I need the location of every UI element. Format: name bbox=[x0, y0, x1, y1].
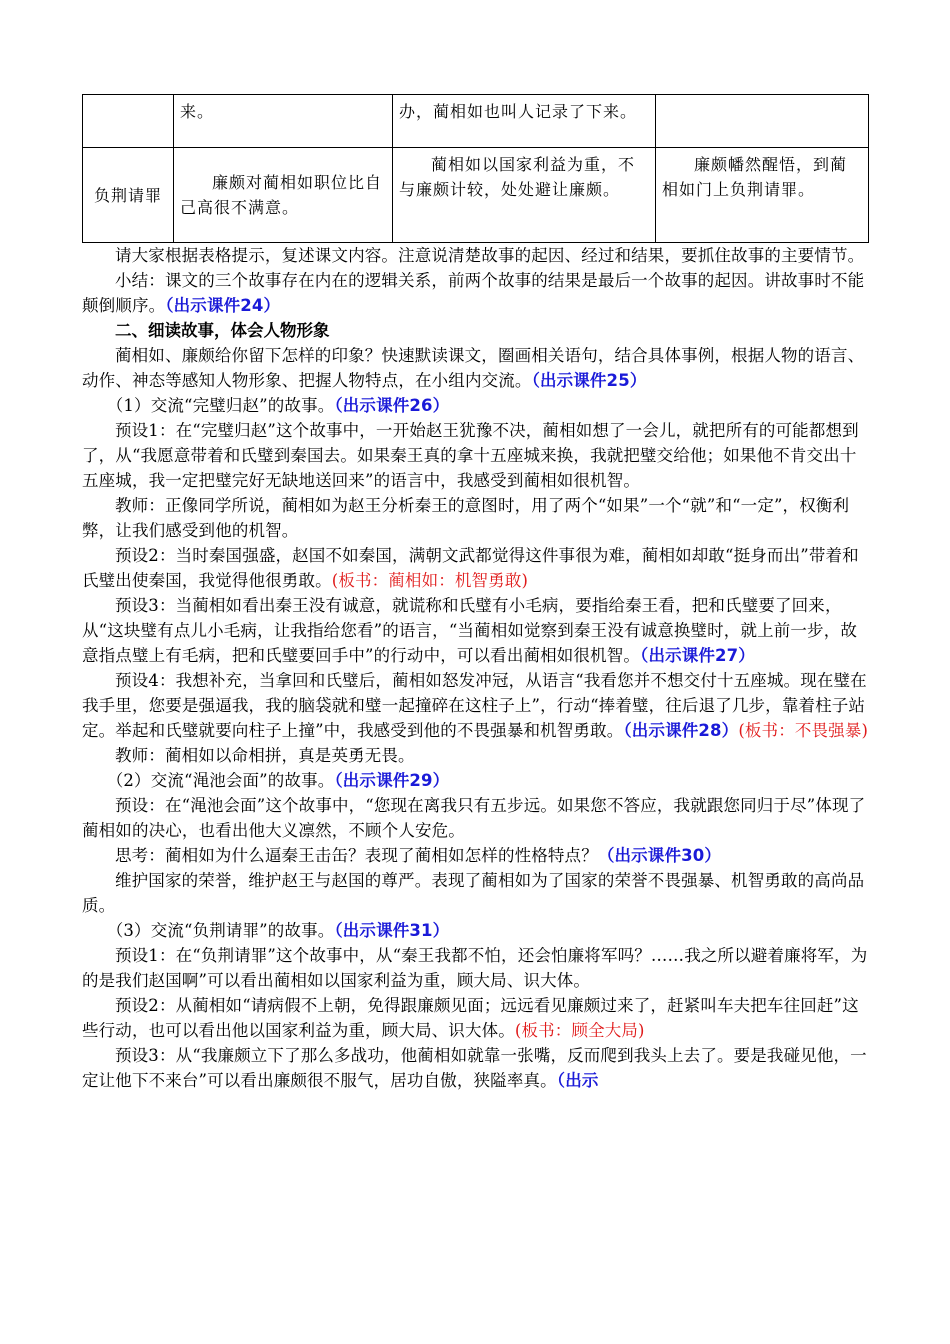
sub1-text: （1）交流“完璧归赵”的故事。 bbox=[106, 396, 335, 415]
section-heading: 二、细读故事，体会人物形象 bbox=[115, 321, 330, 340]
yushe7-text: 预设2：从蔺相如“请病假不上朝，免得跟廉颇见面；远远看见廉颇过来了，赶紧叫车夫把车往回赶”这些行动，也可以看出他以国家利益为重，顾大局、识大体。 bbox=[82, 996, 859, 1040]
paragraph-yushe-3 bbox=[82, 593, 872, 668]
courseware-ref: （出示课件27） bbox=[640, 646, 755, 665]
paragraph-yushe-5: 预设：在“渑池会面”这个故事中，“您现在离我只有五步远。如果您不答应，我就跟您同归于尽”体现了蔺相如的决心，也看出他大义凛然，不顾个人安危。 bbox=[82, 796, 866, 840]
subheading-1 bbox=[82, 393, 872, 418]
table-cell-label bbox=[83, 95, 174, 148]
courseware-ref: （出示课件24） bbox=[165, 296, 281, 315]
courseware-ref: （出示课件31） bbox=[334, 921, 450, 940]
table-cell-result: 廉颇幡然醒悟，到蔺相如门上负荆请罪。 bbox=[656, 148, 869, 243]
paragraph-yushe-2 bbox=[82, 543, 872, 593]
sub2-text: （2）交流“渑池会面”的故事。 bbox=[106, 771, 335, 790]
table-row bbox=[83, 95, 869, 148]
paragraph-impression bbox=[82, 343, 872, 393]
paragraph-yushe-7 bbox=[82, 993, 872, 1043]
courseware-ref: （出示课件25） bbox=[531, 371, 647, 390]
table-cell-label: 负荆请罪 bbox=[83, 148, 174, 243]
table-cell-process: 办，蔺相如也叫人记录了下来。 bbox=[393, 95, 656, 148]
paragraph-yushe-6: 预设1：在“负荆请罪”这个故事中，从“秦王我都不怕，还会怕廉将军吗？……我之所以避着廉将军，为的是我们赵国啊”可以看出蔺相如以国家利益为重，顾大局、识大体。 bbox=[82, 946, 868, 990]
think-text: 思考：蔺相如为什么逼秦王击缶？表现了蔺相如怎样的性格特点？ bbox=[115, 846, 598, 865]
courseware-ref: （出示课件29） bbox=[334, 771, 450, 790]
document-page bbox=[82, 94, 872, 1093]
subheading-2 bbox=[82, 768, 872, 793]
subheading-3 bbox=[82, 918, 872, 943]
courseware-ref: （出示课件30） bbox=[597, 846, 722, 865]
board-note: (板书：不畏强暴) bbox=[738, 721, 869, 740]
sub3-text: （3）交流“负荆请罪”的故事。 bbox=[106, 921, 335, 940]
paragraph-teacher-2: 教师：蔺相如以命相拼，真是英勇无畏。 bbox=[115, 746, 415, 765]
summary-text: 小结：课文的三个故事存在内在的逻辑关系，前两个故事的结果是最后一个故事的起因。讲故事时不能颠倒顺序。 bbox=[82, 271, 865, 315]
courseware-ref: （出示课件28） bbox=[623, 721, 739, 740]
table-cell-cause: 来。 bbox=[174, 95, 393, 148]
paragraph-yushe-1: 预设1：在“完璧归赵”这个故事中，一开始赵王犹豫不决，蔺相如想了一会儿，就把所有的可能都想到了，从“我愿意带着和氏璧到秦国去。如果秦王真的拿十五座城来换，我就把璧交给他；如果他不肯交出十五座城，我一定把璧完好无缺地送回来”的语言中，我感受到蔺相如很机智。 bbox=[82, 421, 859, 490]
yushe2-text: 预设2：当时秦国强盛，赵国不如秦国，满朝文武都觉得这件事很为难，蔺相如却敢“挺身而出”带着和氏璧出使秦国，我觉得他很勇敢。 bbox=[82, 546, 859, 590]
table-cell-process: 蔺相如以国家利益为重，不与廉颇计较，处处避让廉颇。 bbox=[393, 148, 656, 243]
lesson-body bbox=[82, 243, 872, 1093]
paragraph-summary bbox=[82, 268, 872, 318]
paragraph-retell: 请大家根据表格提示，复述课文内容。注意说清楚故事的起因、经过和结果，要抓住故事的主要情节。 bbox=[115, 246, 865, 265]
table-row bbox=[83, 148, 869, 243]
impression-text: 蔺相如、廉颇给你留下怎样的印象？快速默读课文，圈画相关语句，结合具体事例，根据人物的语言、动作、神态等感知人物形象、把握人物特点，在小组内交流。 bbox=[82, 346, 865, 390]
courseware-ref: （出示课件26） bbox=[334, 396, 450, 415]
table-cell-cause: 廉颇对蔺相如职位比自己高很不满意。 bbox=[174, 148, 393, 243]
yushe8-text: 预设3：从“我廉颇立下了那么多战功，他蔺相如就靠一张嘴，反而爬到我头上去了。要是我碰见他，一定让他下不来台”可以看出廉颇很不服气，居功自傲，狭隘率真。 bbox=[82, 1046, 867, 1090]
board-note: (板书：蔺相如：机智勇敢) bbox=[331, 571, 529, 590]
paragraph-yushe-4 bbox=[82, 668, 872, 743]
paragraph-yushe-8 bbox=[82, 1043, 872, 1093]
table-cell-result bbox=[656, 95, 869, 148]
yushe4-text: 预设4：我想补充，当拿回和氏璧后，蔺相如怒发冲冠，从语言“我看您并不想交付十五座城。现在璧在我手里，您要是强逼我，我的脑袋就和璧一起撞碎在这柱子上”，行动“捧着璧，往后退了几步，靠着柱子站定。举起和氏璧就要向柱子上撞”中，我感受到他的不畏强暴和机智勇敢。 bbox=[82, 671, 867, 740]
paragraph-think bbox=[82, 843, 872, 868]
paragraph-answer: 维护国家的荣誉，维护赵王与赵国的尊严。表现了蔺相如为了国家的荣誉不畏强暴、机智勇敢的高尚品质。 bbox=[82, 871, 865, 915]
yushe3-text: 预设3：当蔺相如看出秦王没有诚意，就谎称和氏璧有小毛病，要指给秦王看，把和氏璧要了回来，从“这块璧有点儿小毛病，让我指给您看”的语言，“当蔺相如觉察到秦王没有诚意换璧时，就上前一步，故意指点璧上有毛病，把和氏璧要回手中”的行动中，可以看出蔺相如很机智。 bbox=[82, 596, 858, 665]
story-table bbox=[82, 94, 869, 243]
paragraph-teacher-1: 教师：正像同学所说，蔺相如为赵王分析秦王的意图时，用了两个“如果”一个“就”和“一定”，权衡利弊，让我们感受到他的机智。 bbox=[82, 496, 850, 540]
courseware-ref: （出示 bbox=[556, 1071, 599, 1090]
board-note: (板书：顾全大局) bbox=[514, 1021, 645, 1040]
